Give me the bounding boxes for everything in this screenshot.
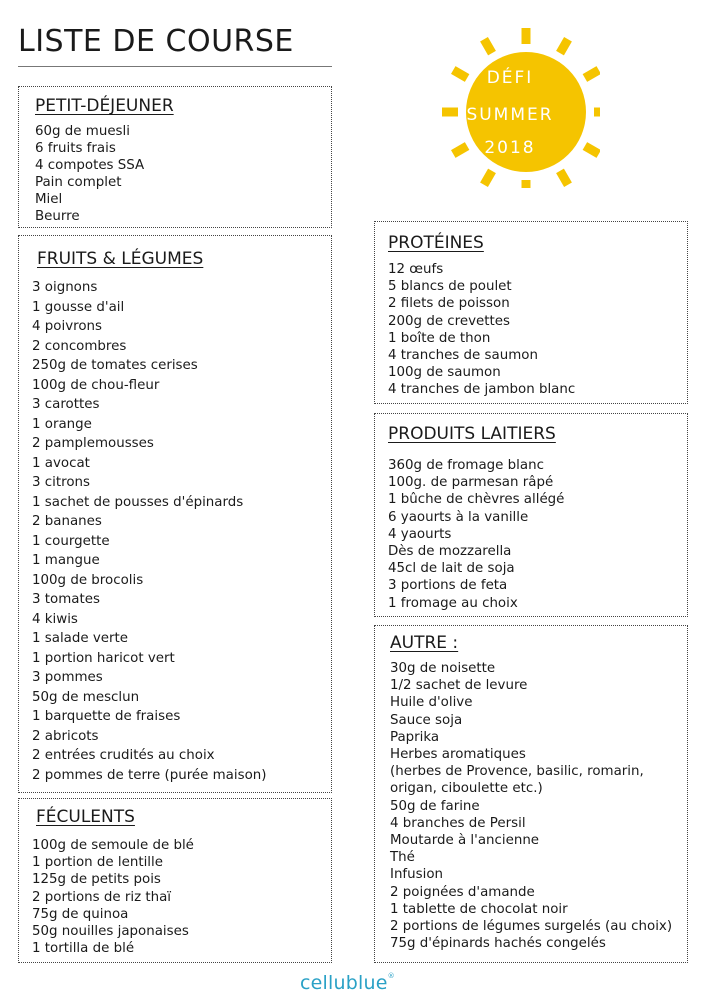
section-title: FÉCULENTS [36,807,135,827]
list-item: 1 boîte de thon [388,330,491,346]
list-item: 1 portion de lentille [32,855,163,871]
section-proteines [374,221,688,404]
list-item: 50g de farine [390,798,480,814]
defi-summer-badge [420,8,600,188]
page-title: LISTE DE COURSE [18,24,294,59]
list-item: 4 tranches de saumon [388,348,538,364]
item-list [388,457,564,612]
list-item: 1/2 sachet de levure [390,678,528,694]
list-item: 100g de saumon [388,365,501,381]
item-list [32,278,267,785]
list-item: Paprika [390,729,440,745]
section-title: PETIT-DÉJEUNER [35,96,174,116]
item-list [35,123,144,225]
list-item: 250g de tomates cerises [32,358,198,373]
list-item: 4 yaourts [388,526,452,542]
list-item: Beurre [35,209,80,224]
sun-ray [560,39,568,53]
list-item: Infusion [390,867,444,883]
list-item: (herbes de Provence, basilic, romarin, [390,764,644,780]
list-item: 1 bûche de chèvres allégé [388,492,565,508]
list-item: 12 œufs [388,262,444,277]
list-item: 6 yaourts à la vanille [388,509,529,525]
list-item: 2 portions de riz thaï [32,889,172,905]
section-title: FRUITS & LÉGUMES [37,249,204,269]
section-title: PRODUITS LAITIERS [388,424,556,444]
list-item: 1 courgette [32,533,110,549]
list-item: 100g de chou-fleur [32,377,160,393]
sun-ray [484,39,492,53]
list-item: 75g d'épinards hachés congelés [390,936,606,952]
list-item: 1 mangue [32,553,100,568]
list-item: 2 poignées d'amande [390,884,535,900]
section-title: AUTRE : [390,633,459,653]
list-item: 1 orange [32,416,92,432]
section-petit-dejeuner [18,86,332,228]
list-item: 2 pommes de terre (purée maison) [32,767,267,783]
section-fruits-legumes [18,235,332,793]
section-title: PROTÉINES [388,233,484,253]
list-item: 2 filets de poisson [388,296,510,312]
list-item: 60g de muesli [35,124,130,139]
section-produits-laitiers [374,413,688,617]
section-autre [374,625,688,963]
list-item: Pain complet [35,175,122,190]
list-item: 3 carottes [32,397,100,412]
list-item: 4 poivrons [32,319,102,334]
list-item: Dès de mozzarella [388,544,512,560]
list-item: 1 portion haricot vert [32,650,175,666]
item-list [390,660,672,952]
list-item: 30g de noisette [390,661,496,676]
badge-line-3: 2018 [484,138,536,158]
list-item: 3 tomates [32,592,100,607]
sun-icon [420,8,600,188]
list-item: 2 portions de légumes surgelés (au choix) [390,919,673,935]
list-item: 1 sachet de pousses d'épinards [32,494,244,510]
list-item: Huile d'olive [390,695,473,711]
list-item: 3 portions de feta [388,578,508,594]
list-item: 200g de crevettes [388,313,510,329]
badge-line-1: DÉFI [486,68,534,88]
list-item: 45cl de lait de soja [388,561,515,577]
list-item: Herbes aromatiques [390,747,526,763]
list-item: 2 entrées crudités au choix [32,748,215,763]
list-item: 3 oignons [32,280,98,295]
list-item: origan, ciboulette etc.) [390,781,543,797]
list-item: 1 gousse d'ail [32,299,125,315]
list-item: 1 fromage au choix [388,595,518,611]
list-item: 125g de petits pois [32,872,161,888]
item-list [32,837,194,957]
list-item: 6 fruits frais [35,141,116,156]
sun-ray [484,171,492,185]
list-item: 4 kiwis [32,611,78,627]
list-item: 2 abricots [32,728,99,744]
list-item: 75g de quinoa [32,906,129,922]
list-item: Thé [390,850,415,866]
list-item: 1 salade verte [32,631,129,646]
list-item: 1 barquette de fraises [32,709,181,724]
item-list [388,261,575,399]
list-item: 50g nouilles japonaises [32,924,189,940]
list-item: 4 tranches de jambon blanc [388,382,576,398]
list-item: 2 pamplemousses [32,436,154,451]
list-item: 4 branches de Persil [390,815,526,831]
badge-line-2: SUMMER [466,105,554,125]
list-item: 5 blancs de poulet [388,279,512,295]
brand-name: cellublue [300,972,388,994]
sun-ray [560,171,568,185]
list-item: 3 citrons [32,475,90,490]
list-item: 1 tablette de chocolat noir [390,901,568,917]
list-item: 3 pommes [32,670,103,685]
list-item: 4 compotes SSA [35,158,145,173]
list-item: 2 concombres [32,338,127,354]
list-item: 2 bananes [32,514,102,529]
list-item: 100g de brocolis [32,572,144,588]
list-item: 100g. de parmesan râpé [388,475,554,491]
list-item: Miel [35,192,63,207]
list-item: Sauce soja [390,712,463,728]
list-item: 50g de mesclun [32,689,140,705]
list-item: 1 tortilla de blé [32,941,135,957]
list-item: 360g de fromage blanc [388,458,544,473]
list-item: 100g de semoule de blé [32,838,194,853]
section-feculents [18,798,332,963]
brand-logo [300,972,395,994]
registered-mark: ® [387,972,395,980]
title-underline [18,66,332,67]
list-item: 1 avocat [32,455,90,471]
list-item: Moutarde à l'ancienne [390,833,540,849]
